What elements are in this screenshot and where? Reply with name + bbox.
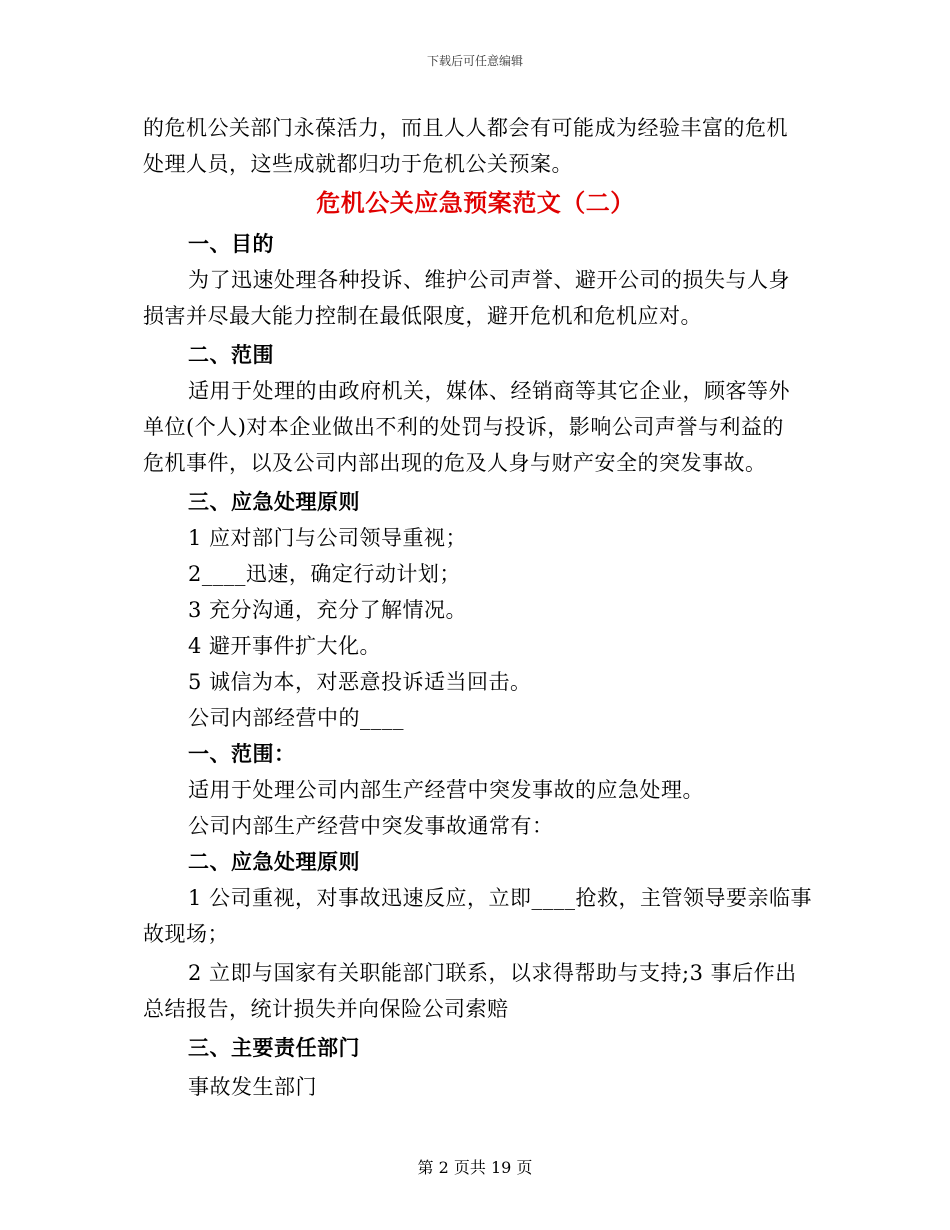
paragraph-line: 危机事件，以及公司内部出现的危及人身与财产安全的突发事故。: [143, 451, 767, 475]
section-title: 危机公关应急预案范文（二）: [316, 188, 635, 217]
list-item: 1 公司重视，对事故迅速反应，立即____抢救，主管领导要亲临事: [188, 886, 813, 910]
paragraph-line: 的危机公关部门永葆活力，而且人人都会有可能成为经验丰富的危机: [143, 116, 788, 140]
section-heading: 二、范围: [188, 342, 274, 367]
list-item: 2____迅速，确定行动计划；: [188, 562, 461, 586]
paragraph-line: 损害并尽最大能力控制在最低限度，避开危机和危机应对。: [143, 304, 702, 328]
document-body: [143, 110, 813, 1105]
list-item: 5 诚信为本，对恶意投诉适当回击。: [188, 670, 532, 694]
paragraph-line: 处理人员，这些成就都归功于危机公关预案。: [143, 152, 573, 176]
paragraph-line: 公司内部生产经营中突发事故通常有：: [188, 814, 554, 838]
list-item: 4 避开事件扩大化。: [188, 634, 382, 658]
paragraph-line: 公司内部经营中的____: [188, 706, 404, 730]
page-footer: 第 2 页共 19 页: [417, 1158, 533, 1177]
list-item: 2 立即与国家有关职能部门联系，以求得帮助与支持;3 事后作出: [188, 961, 797, 985]
paragraph-line: 故现场；: [143, 922, 229, 946]
section-heading: 二、应急处理原则: [188, 849, 360, 874]
paragraph-line: 单位(个人)对本企业做出不利的处罚与投诉，影响公司声誉与利益的: [143, 415, 784, 439]
section-heading: 三、主要责任部门: [188, 1035, 360, 1060]
paragraph-line: 为了迅速处理各种投诉、维护公司声誉、避开公司的损失与人身: [188, 268, 790, 292]
list-item: 3 充分沟通，充分了解情况。: [188, 598, 468, 622]
paragraph-line: 事故发生部门: [188, 1075, 317, 1099]
paragraph-line: 适用于处理的由政府机关，媒体、经销商等其它企业，顾客等外: [188, 379, 790, 403]
paragraph-line: 总结报告，统计损失并向保险公司索赔: [143, 997, 509, 1021]
page-header: 下载后可任意编辑: [426, 54, 523, 68]
section-heading: 一、目的: [188, 231, 274, 256]
paragraph-line: 适用于处理公司内部生产经营中突发事故的应急处理。: [188, 778, 704, 802]
list-item: 1 应对部门与公司领导重视；: [188, 526, 468, 550]
section-heading: 三、应急处理原则: [188, 489, 360, 514]
section-heading: 一、范围：: [188, 741, 296, 766]
